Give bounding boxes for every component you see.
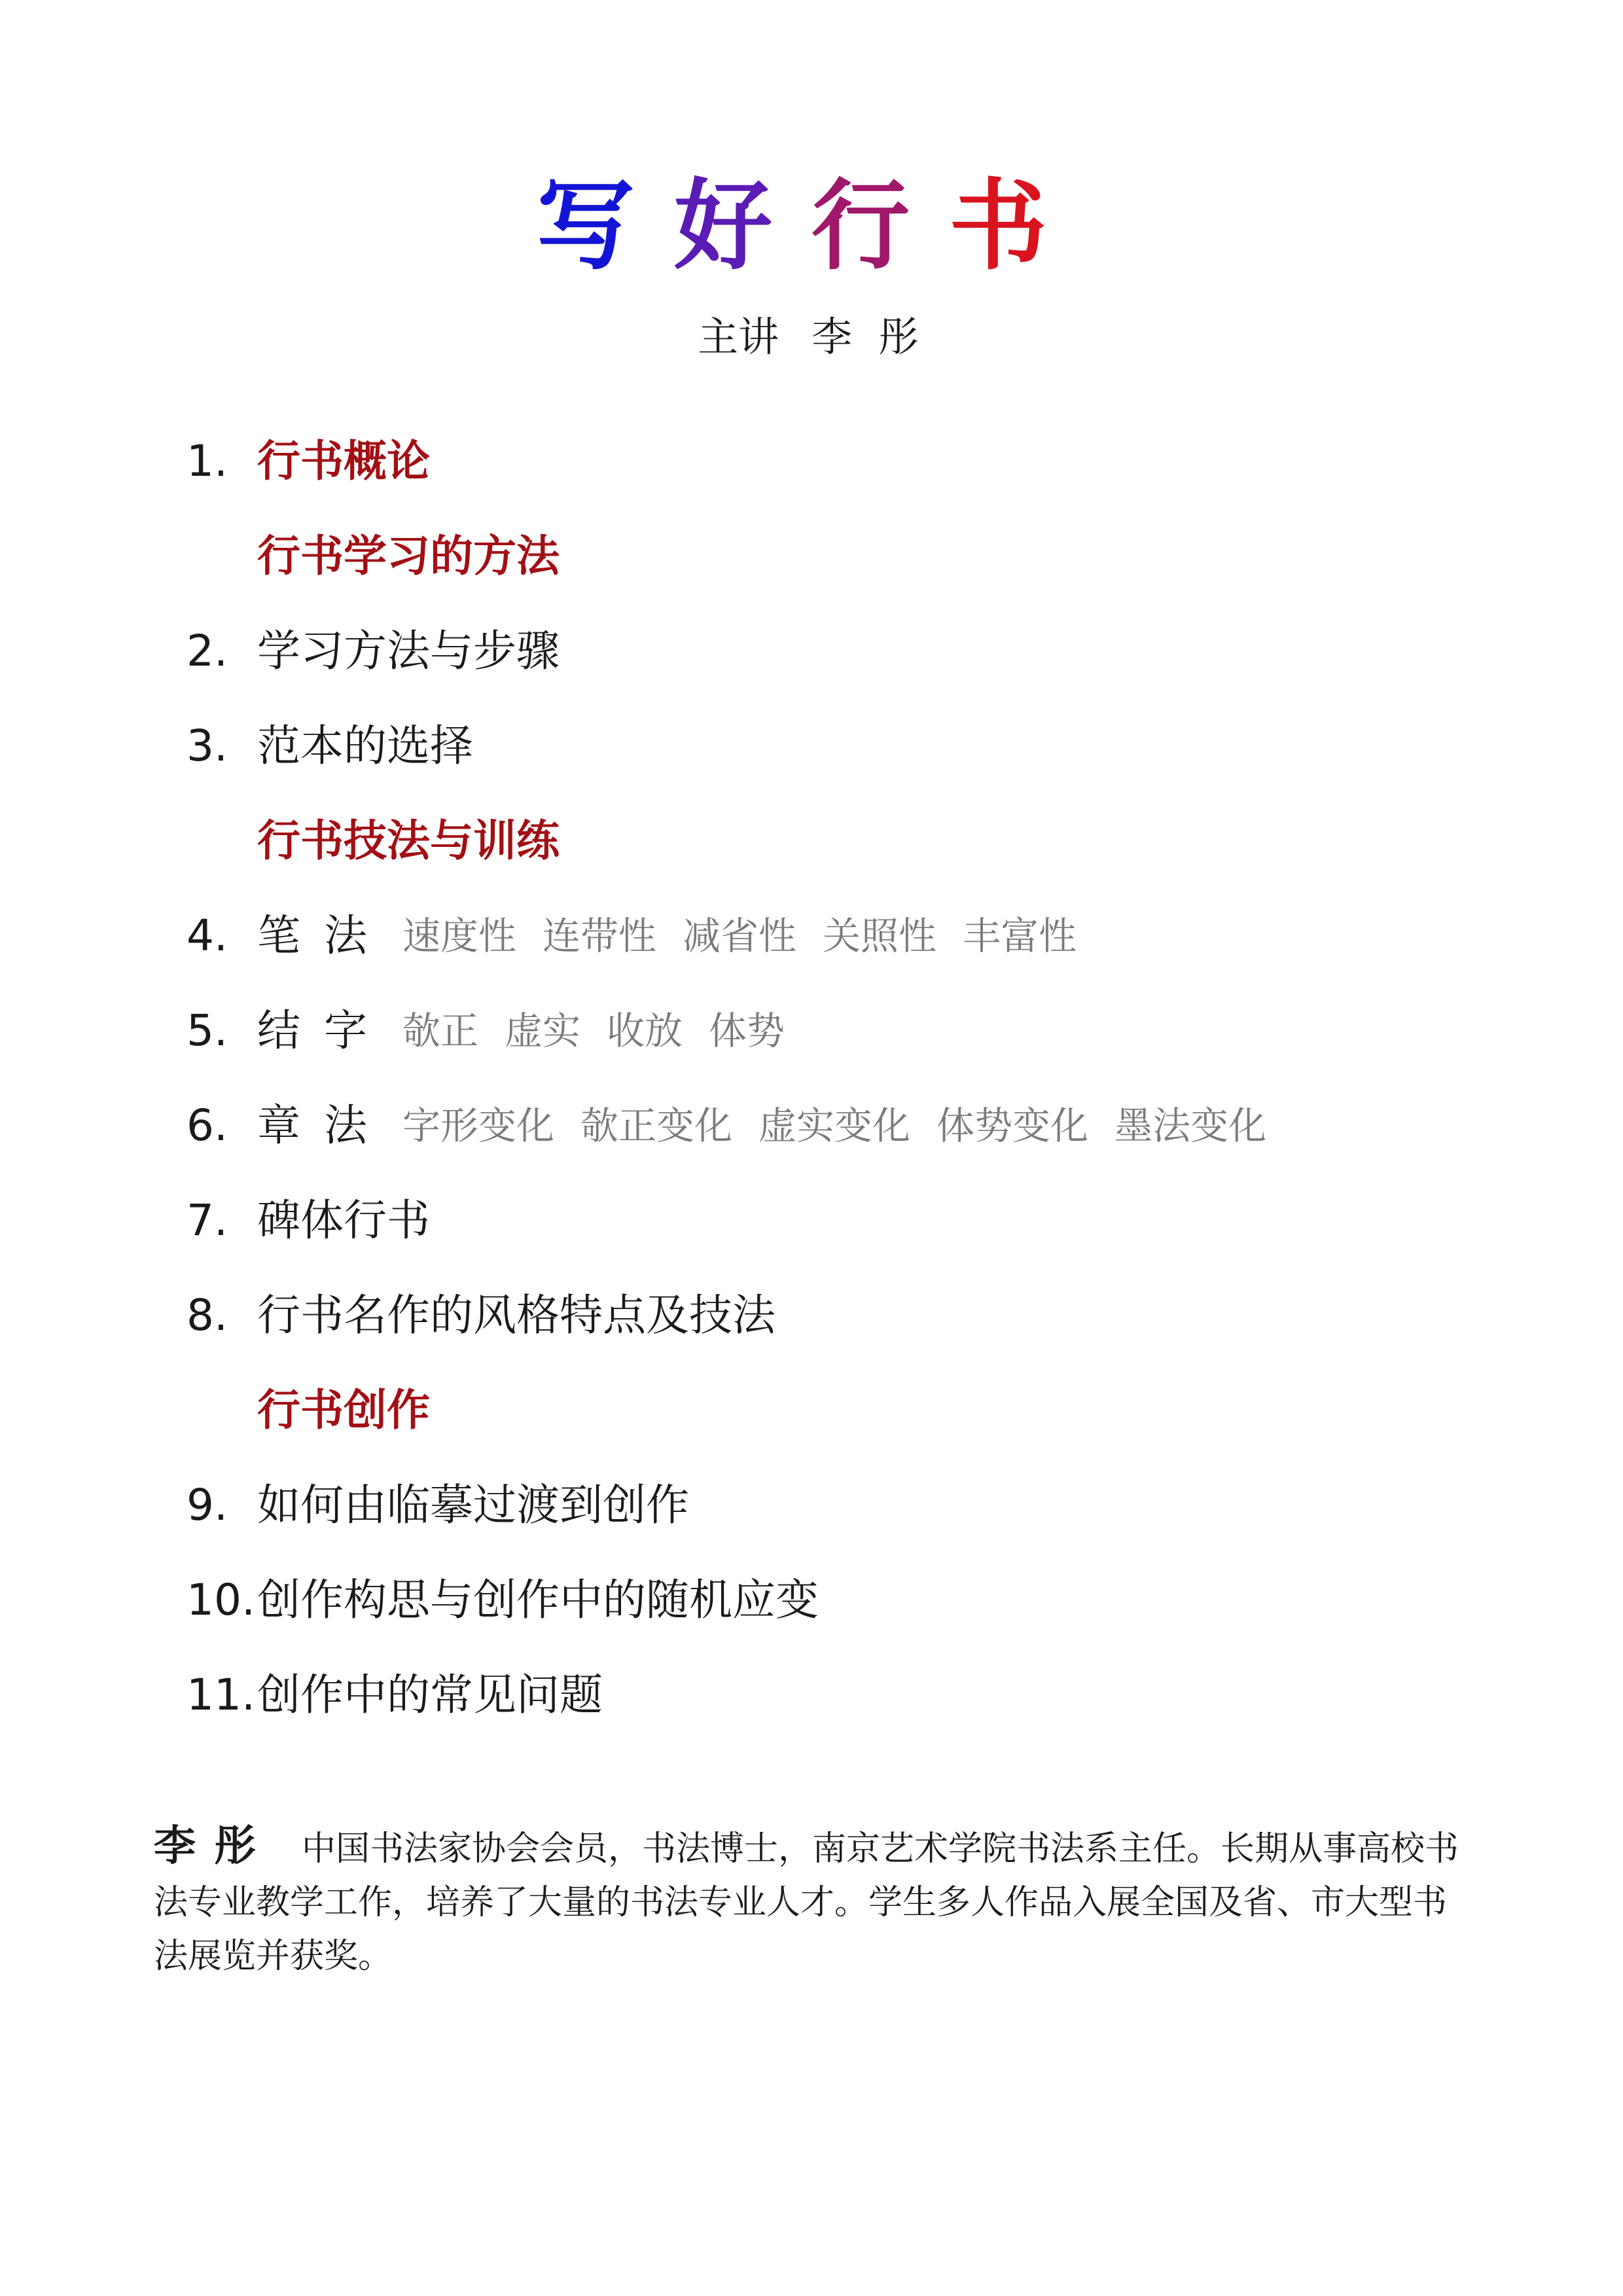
- toc-row: [0, 900, 1623, 972]
- toc-item-label: 笔法: [257, 910, 391, 961]
- toc-subtopic: 欹正: [402, 1009, 479, 1053]
- toc-number: 8.: [187, 1290, 228, 1340]
- toc-row: [0, 1374, 1623, 1446]
- toc-number: 9.: [187, 1480, 228, 1530]
- toc-subtopic: 墨法变化: [1115, 1103, 1267, 1148]
- toc-subtopic: 虚实: [505, 1009, 581, 1053]
- bio-name: 李彤: [154, 1821, 274, 1871]
- toc-subtopic: 速度性: [402, 914, 517, 958]
- title-char: 好: [673, 168, 812, 283]
- toc-row: [0, 1469, 1623, 1541]
- toc-row: [0, 710, 1623, 782]
- toc-subtopics: [402, 900, 1103, 972]
- title-char: 行: [812, 168, 950, 283]
- toc-section-heading: 行书概论: [257, 436, 430, 486]
- toc-item-label: 章法: [257, 1100, 391, 1151]
- toc-subtopic: 丰富性: [963, 914, 1077, 958]
- toc-item-label: 学习方法与步骤: [257, 626, 560, 676]
- toc-subtopic: 体势变化: [936, 1103, 1089, 1148]
- title-char: 写: [536, 168, 674, 283]
- toc-subtopic: 字形变化: [402, 1103, 555, 1148]
- toc-subtopic: 虚实变化: [758, 1103, 911, 1148]
- toc-row: [0, 1280, 1623, 1352]
- toc-item-label: 如何由临摹过渡到创作: [257, 1480, 689, 1530]
- toc-number: 10.: [187, 1575, 255, 1625]
- toc-number: 4.: [187, 910, 228, 961]
- lecturer-line: [0, 308, 1623, 367]
- toc-subtopic: 连带性: [543, 914, 657, 958]
- toc-subtopic: 欹正变化: [580, 1103, 733, 1148]
- title-char: 书: [949, 168, 1087, 283]
- toc-row: [0, 1090, 1623, 1162]
- toc-row: [0, 425, 1623, 497]
- toc-item-label: 行书名作的风格特点及技法: [257, 1290, 776, 1340]
- toc-subtopic: 减省性: [683, 914, 797, 958]
- toc-number: 11.: [187, 1670, 255, 1720]
- toc-section-heading: 行书学习的方法: [257, 531, 560, 581]
- toc-row: [0, 615, 1623, 687]
- toc-number: 2.: [187, 626, 228, 676]
- toc-number: 3.: [187, 721, 228, 771]
- toc-row: [0, 1659, 1623, 1731]
- toc-subtopic: 关照性: [823, 914, 937, 958]
- toc-item-label: 碑体行书: [257, 1195, 430, 1246]
- toc-row: [0, 520, 1623, 592]
- page-title: [0, 167, 1623, 285]
- toc-row: [0, 995, 1623, 1067]
- toc-item-label: 结字: [257, 1005, 391, 1056]
- toc-subtopic: 收放: [607, 1009, 683, 1053]
- toc-row: [0, 805, 1623, 877]
- bio-text: 中国书法家协会会员，书法博士，南京艺术学院书法系主任。长期从事高校书法专业教学工作，培养了大量的书法专业人才。学生多人作品入展全国及省、市大型书法展览并获奖。: [154, 1829, 1459, 1976]
- toc-number: 5.: [187, 1005, 228, 1056]
- toc-number: 7.: [187, 1195, 228, 1246]
- toc-row: [0, 1185, 1623, 1257]
- toc-number: 1.: [187, 436, 228, 486]
- toc-subtopic: 体势: [709, 1009, 785, 1053]
- toc-item-label: 范本的选择: [257, 721, 473, 771]
- lecturer-name: 李 彤: [812, 313, 925, 361]
- toc-subtopics: [402, 995, 811, 1067]
- toc-item-label: 创作构思与创作中的随机应变: [257, 1575, 819, 1625]
- toc-number: 6.: [187, 1100, 228, 1151]
- author-bio: [154, 1820, 1476, 1983]
- toc-row: [0, 1564, 1623, 1636]
- lecturer-prefix: 主讲: [698, 313, 779, 361]
- toc-section-heading: 行书创作: [257, 1385, 430, 1435]
- toc-item-label: 创作中的常见问题: [257, 1670, 603, 1720]
- toc-subtopics: [402, 1090, 1293, 1162]
- toc-section-heading: 行书技法与训练: [257, 816, 560, 866]
